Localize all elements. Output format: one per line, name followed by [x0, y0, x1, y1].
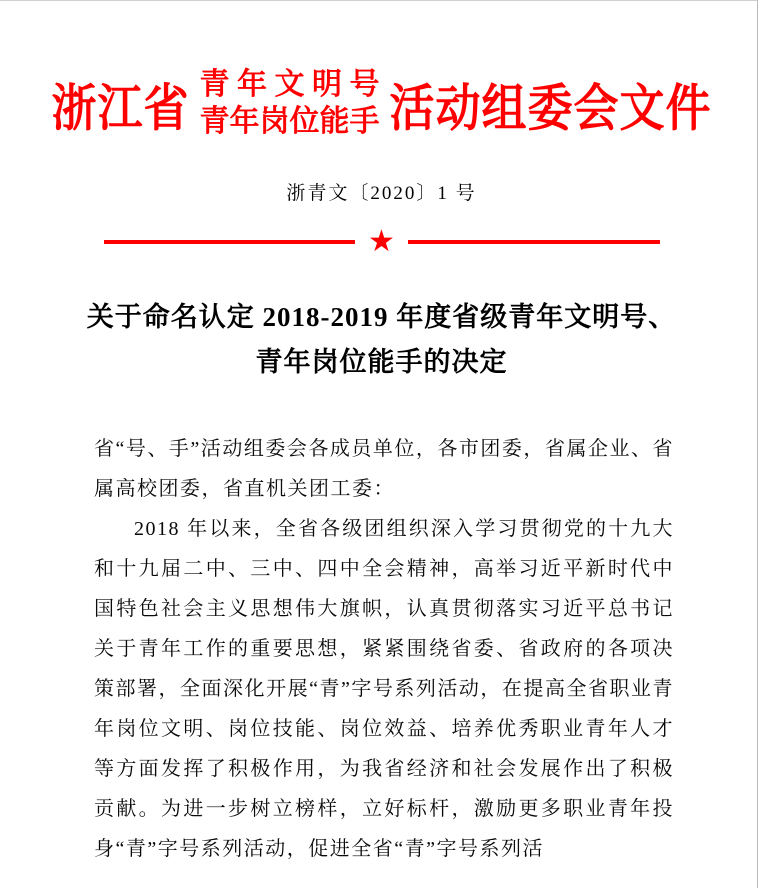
letterhead-stacked-line1: 青年文明号	[199, 68, 380, 101]
page-right-edge	[757, 0, 758, 888]
document-title-line2: 青年岗位能手的决定	[255, 347, 508, 377]
document-body	[94, 429, 674, 869]
salutation-paragraph: 省“号、手”活动组委会各成员单位，各市团委，省属企业、省属高校团委，省直机关团工委：	[94, 438, 674, 500]
divider-line-right	[408, 240, 660, 244]
document-number: 浙青文〔2020〕1 号	[286, 183, 477, 204]
letterhead-stacked-titles	[200, 66, 380, 140]
red-divider	[104, 224, 660, 259]
letterhead-committee-label: 活动组委会文件	[389, 78, 712, 137]
page-top-edge	[0, 0, 758, 1]
letterhead-stacked-line2: 青年岗位能手	[199, 105, 380, 138]
divider-line-left	[104, 240, 356, 244]
red-letterhead	[0, 66, 763, 140]
document-title	[0, 295, 763, 385]
document-title-line1: 关于命名认定 2018-2019 年度省级青年文明号、	[86, 302, 677, 332]
letterhead-province-name: 浙江省	[51, 78, 190, 137]
star-icon: ★	[368, 224, 395, 259]
body-paragraph-1: 2018 年以来，全省各级团组织深入学习贯彻党的十九大和十九届二中、三中、四中全会精神，高举习近平新时代中国特色社会主义思想伟大旗帜，认真贯彻落实习近平总书记关于青年工作的重要思想，紧紧围绕省委、省政府的各项决策部署，全面深化开展“青”字号系列活动，在提高全省职业青年岗位文明、岗位技能、岗位效益、培养优秀职业青年人才等方面发挥了积极作用，为我省经济和社会发展作出了积极贡献。为进一步树立榜样，立好标杆，激励更多职业青年投身“青”字号系列活动，促进全省“青”字号系列活	[94, 518, 674, 860]
